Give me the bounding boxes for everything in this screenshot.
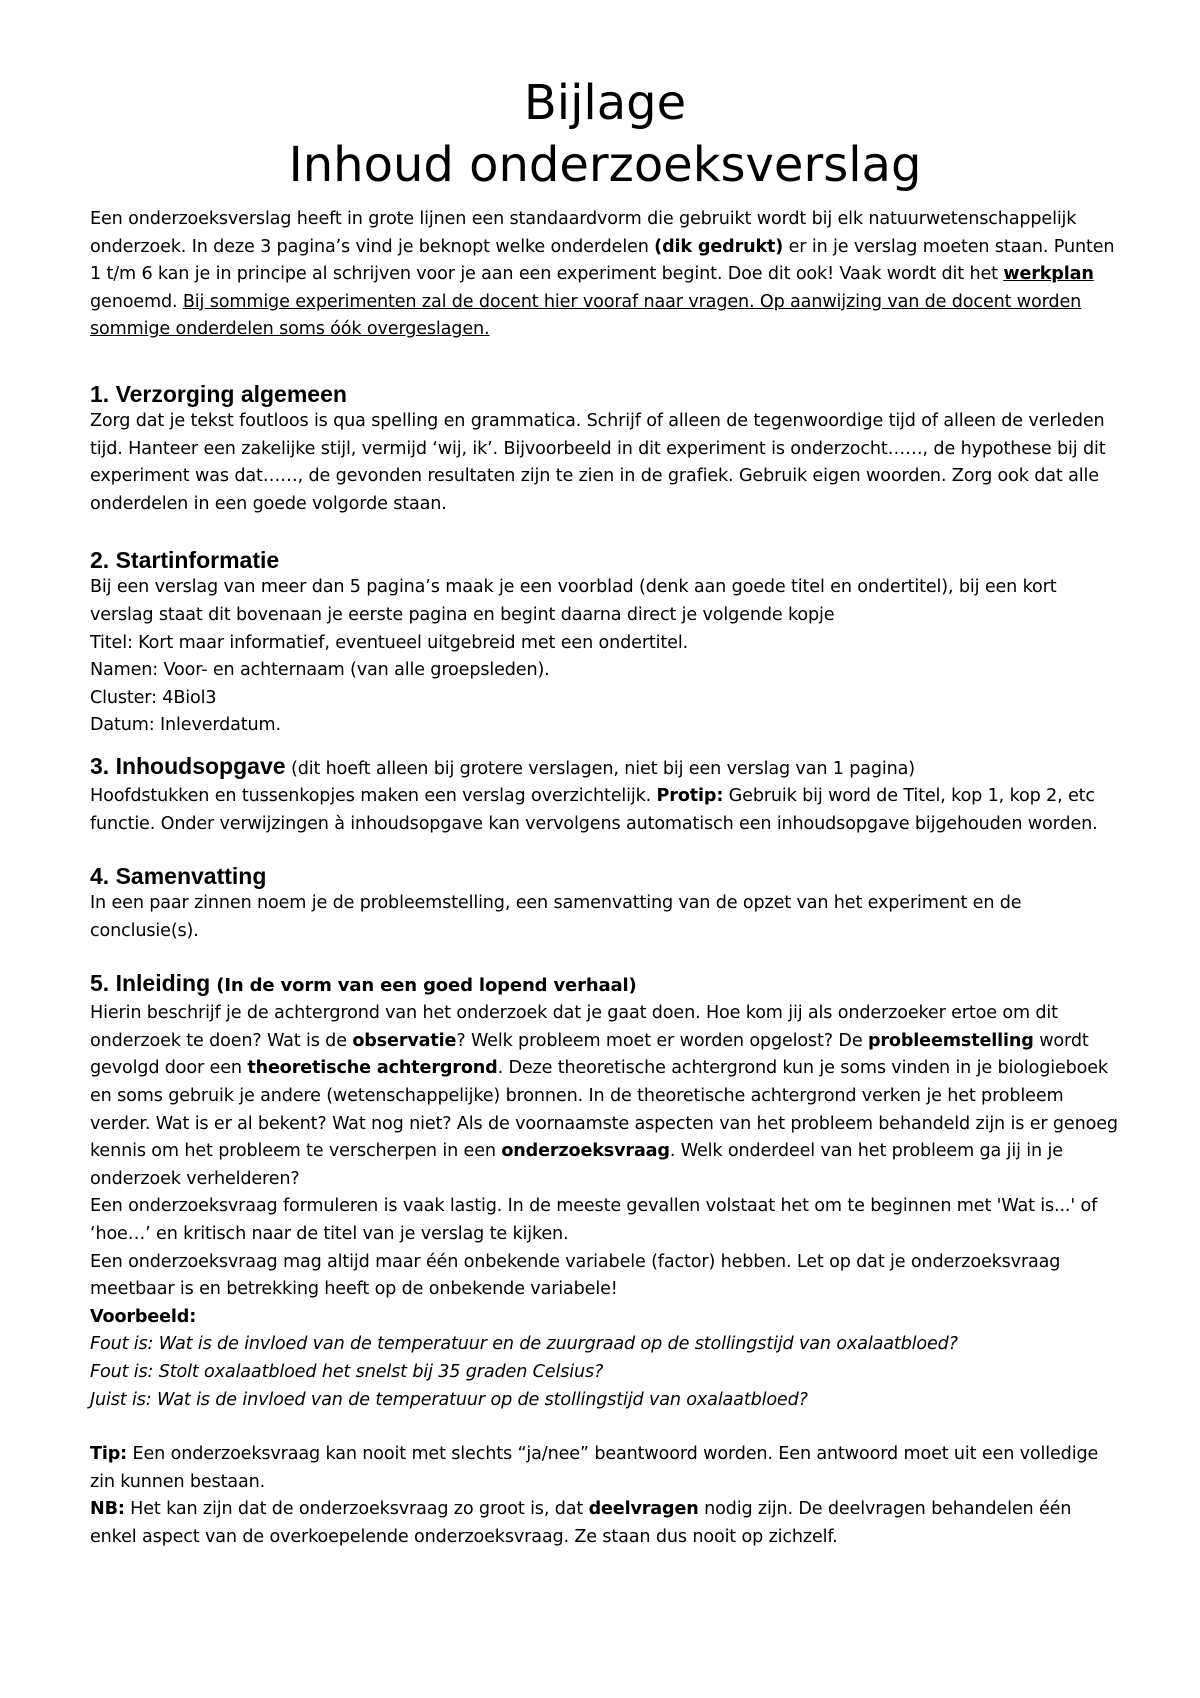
section-3-heading-note: (dit hoeft alleen bij grotere verslagen, niet bij een verslag van 1 pagina) <box>285 758 916 779</box>
title-line-2: Inhoud onderzoeksverslag <box>288 137 922 193</box>
section-3-text: Gebruik bij word de Titel, kop 1, kop 2, etc functie. Onder verwijzingen à inhoudsopgave kan vervolgens automatisch een inhoudsopgave bijgehouden worden. <box>90 785 1098 834</box>
section-3 <box>90 752 1120 838</box>
section-5-text: . Deze theoretische achtergrond kun je soms vinden in je biologieboek en soms gebruik je andere (wetenschappelijke) bronnen. In de theoretische achtergrond verken je het probleem verder. Wat is er al bekent? Wat nog niet? Als de voornaamste aspecten van het probleem behandeld zijn is er genoeg kennis om het probleem te verscherpen in een <box>90 1058 1118 1162</box>
term-onderzoeksvraag: onderzoeksvraag <box>501 1141 670 1162</box>
nb-label: NB: <box>90 1499 125 1520</box>
section-4-heading: 4. Samenvatting <box>90 863 267 890</box>
intro-text: genoemd. <box>90 291 183 312</box>
section-1 <box>90 380 1120 518</box>
section-1-heading: 1. Verzorging algemeen <box>90 380 347 407</box>
section-2-date-line: Datum: Inleverdatum. <box>90 715 281 736</box>
term-probleemstelling: probleemstelling <box>867 1030 1034 1051</box>
section-5-heading-note: (In de vorm van een goed lopend verhaal) <box>210 975 637 997</box>
section-3-protip-label: Protip: <box>656 785 724 806</box>
intro-bold-note: (dik gedrukt) <box>654 236 784 257</box>
section-3-body <box>90 783 1120 838</box>
spacer <box>90 1414 1120 1441</box>
section-5-heading <box>90 969 1120 1000</box>
document-page <box>90 72 1120 1552</box>
section-5-paragraph-2: Een onderzoeksvraag formuleren is vaak lastig. In de meeste gevallen volstaat het om te beginnen met 'Wat is...' of ‘hoe…’ en kritisch naar de titel van je verslag te kijken. <box>90 1196 1098 1245</box>
section-4-body: In een paar zinnen noem je de probleemstelling, een samenvatting van de opzet van het experiment en de conclusie(s). <box>90 893 1022 941</box>
nb-paragraph <box>90 1496 1120 1551</box>
section-3-heading-text: 3. Inhoudsopgave <box>90 752 286 779</box>
intro-text: er in je verslag moeten staan. Punten 1 t/m 6 kan je in principe al schrijven voor je aan een experiment begint. Doe dit ook! Vaak wordt dit het <box>90 236 1115 285</box>
term-theoretische-achtergrond: theoretische achtergrond <box>247 1058 498 1079</box>
tip-label: Tip: <box>90 1444 128 1465</box>
intro-text: Een onderzoeksverslag heeft in grote lijnen een standaardvorm die gebruikt wordt bij elk natuurwetenschappelijk onderzoek. In deze 3 pagina’s vind je beknopt welke onderdelen <box>90 209 1077 257</box>
section-2-body: Bij een verslag van meer dan 5 pagina’s maak je een voorblad (denk aan goede titel en ondertitel), bij een kort verslag staat dit bovenaan je eerste pagina en begint daarna direct je volgende kopje <box>90 577 1057 625</box>
section-5 <box>90 969 1120 1551</box>
intro-paragraph <box>90 206 1120 344</box>
section-2-names-line: Namen: Voor- en achternaam (van alle groepsleden). <box>90 660 550 681</box>
example-label: Voorbeeld: <box>90 1306 197 1327</box>
section-5-text: . Welk onderdeel van het probleem ga jij in je onderzoek verhelderen? <box>90 1141 1063 1189</box>
section-3-heading <box>90 752 1120 783</box>
tip-text: Een onderzoeksvraag kan nooit met slechts “ja/nee” beantwoord worden. Een antwoord moet uit een volledige zin kunnen bestaan. <box>90 1444 1099 1492</box>
intro-werkplan: werkplan <box>1003 264 1094 285</box>
example-correct: Juist is: Wat is de invloed van de temperatuur op de stollingstijd van oxalaatbloed? <box>90 1389 808 1410</box>
title-block <box>90 72 1120 196</box>
example-wrong-1: Fout is: Wat is de invloed van de temperatuur en de zuurgraad op de stollingstijd van oxalaatbloed? <box>90 1334 958 1355</box>
section-3-text: Hoofdstukken en tussenkopjes maken een verslag overzichtelijk. <box>90 785 657 806</box>
section-5-paragraph-3: Een onderzoeksvraag mag altijd maar één onbekende variabele (factor) hebben. Let op dat je onderzoeksvraag meetbaar is en betrekking heeft op de onbekende variabele! <box>90 1251 1061 1300</box>
section-5-heading-text: 5. Inleiding <box>90 970 211 997</box>
term-observatie: observatie <box>352 1030 457 1051</box>
section-2 <box>90 546 1120 740</box>
nb-text: nodig zijn. De deelvragen behandelen één enkel aspect van de overkoepelende onderzoeksvraag. Ze staan dus nooit op zichzelf. <box>90 1499 1072 1547</box>
section-5-text: ? Welk probleem moet er worden opgelost? De <box>456 1030 868 1051</box>
intro-underlined-note: Bij sommige experimenten zal de docent hier vooraf naar vragen. Op aanwijzing van de docent worden sommige onderdelen soms óók overgeslagen. <box>90 291 1082 340</box>
section-5-paragraph-1 <box>90 1000 1120 1193</box>
section-2-title-line: Titel: Kort maar informatief, eventueel uitgebreid met een ondertitel. <box>90 632 689 653</box>
section-2-heading: 2. Startinformatie <box>90 547 280 574</box>
example-wrong-2: Fout is: Stolt oxalaatbloed het snelst bij 35 graden Celsius? <box>90 1362 604 1382</box>
section-1-body: Zorg dat je tekst foutloos is qua spelling en grammatica. Schrijf of alleen de tegenwoordige tijd of alleen de verleden tijd. Hanteer een zakelijke stijl, vermijd ‘wij, ik’. Bijvoorbeeld in dit experiment is onderzocht……, de hypothese bij dit experiment was dat……, de gevonden resultaten zijn te zien in de grafiek. Gebruik eigen woorden. Zorg ook dat alle onderdelen in een goede volgorde staan. <box>90 410 1106 514</box>
section-4 <box>90 862 1120 945</box>
section-5-text: Hierin beschrijf je de achtergrond van het onderzoek dat je gaat doen. Hoe kom jij als onderzoeker ertoe om dit onderzoek te doen? Wat is de <box>90 1003 1058 1051</box>
nb-text: Het kan zijn dat de onderzoeksvraag zo groot is, dat <box>124 1499 589 1520</box>
title-line-1: Bijlage <box>523 75 687 131</box>
tip-paragraph <box>90 1441 1120 1496</box>
section-5-text: wordt gevolgd door een <box>90 1030 1089 1079</box>
section-2-cluster-line: Cluster: 4Biol3 <box>90 687 217 708</box>
term-deelvragen: deelvragen <box>588 1499 699 1520</box>
